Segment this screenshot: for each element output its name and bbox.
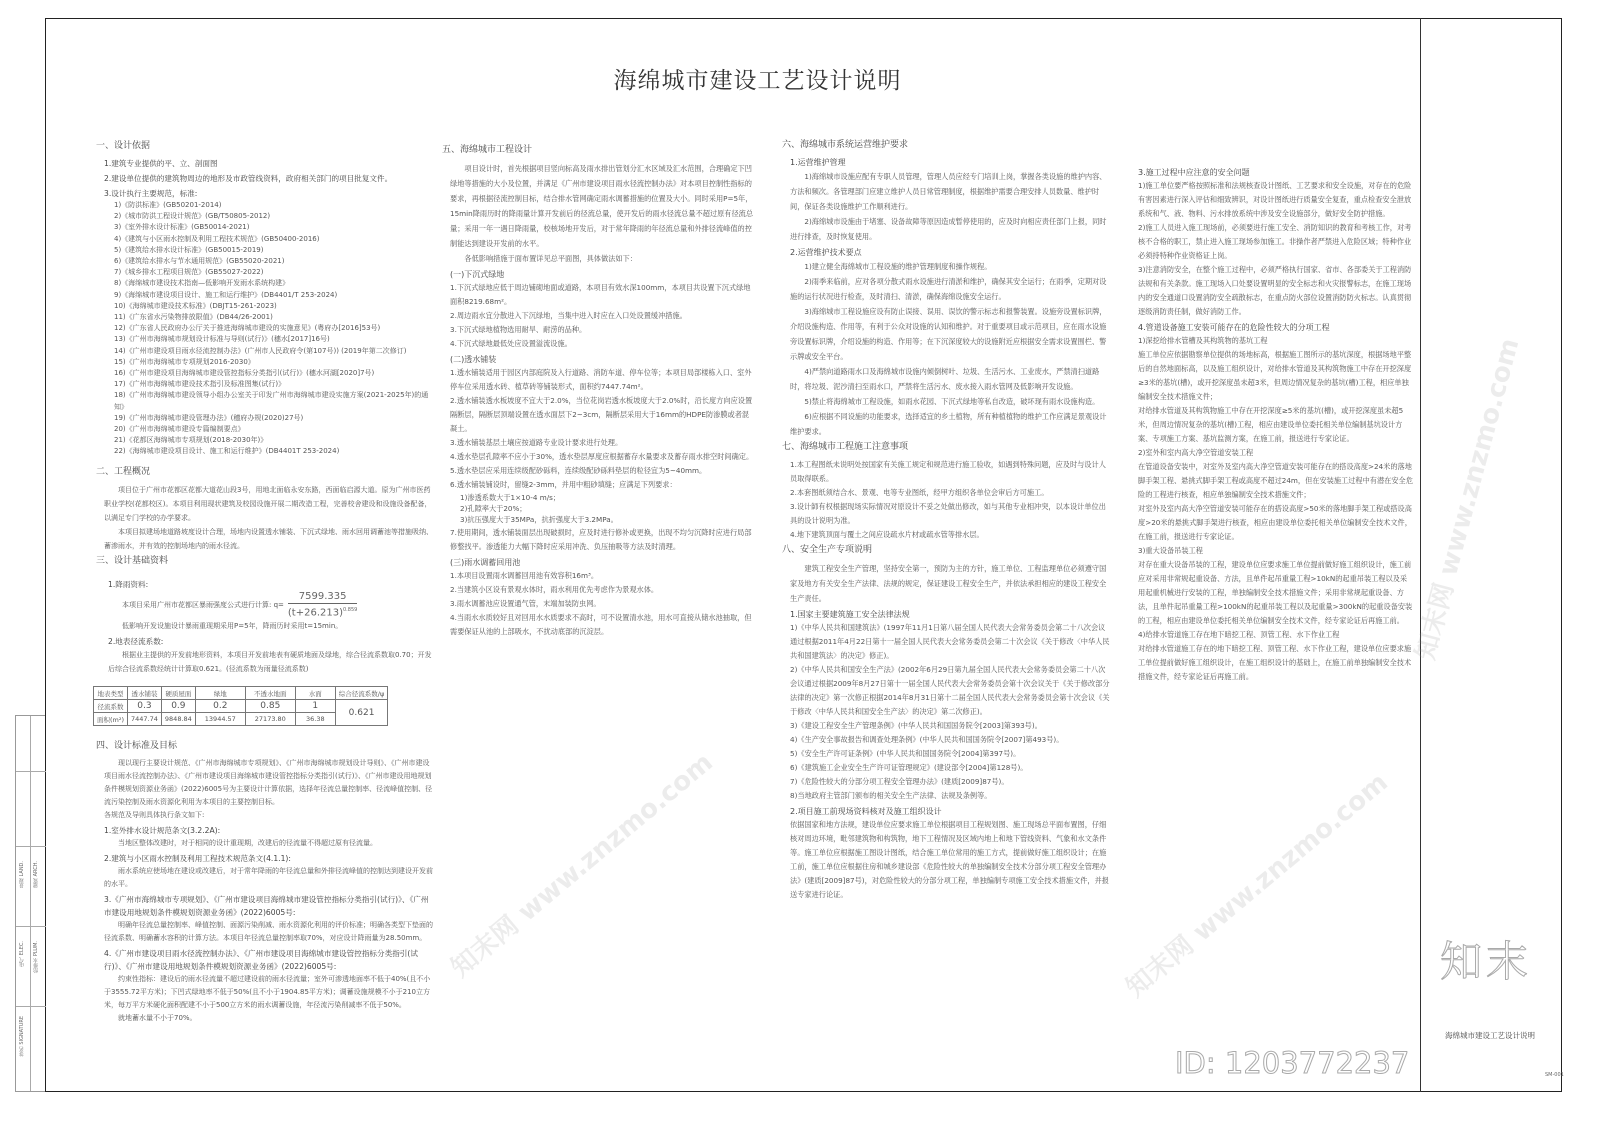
text: 对存在重大设备吊装的工程，建设单位应要求施工单位提前做好施工组织设计，施工前应对采用非常规起重设备、方法，且单件起吊重量工程>10kN的起重吊装工程以及采用起重机械进行安装的工程，单独编制安全技术措施文件；采用非常规起重设备、方法，且单件起吊重量工程>100kN的起重吊装工程以及起重量>300kN的起重设备安装的工程，相应由建设单位委托相关单位编制安全技术文件，经专家论证后再施工前。 (1138, 560, 1413, 625)
list-item (104, 234, 434, 245)
text: 2)施工人员进入施工现场前，必须要进行施工安全、消防知识的教育和考核工作，对考核不合格的职工，禁止进入施工现场参加施工。非操作者严禁进入危险区域；特种作业必须持特种作业资格证上岗。 (1138, 223, 1412, 260)
text: 2.项目施工前现场资料核对及施工组织设计 (790, 807, 942, 816)
text: 1.本工程图纸未说明处按国家有关施工规定和规范进行施工验收，如遇到特殊问题，应及时与设计人员取得联系。 (790, 460, 1106, 483)
text: 约束性指标：建设后的雨水径流量不超过建设前的雨水径流量；室外可渗透地面率不低于40%(且不小于3555.72平方米)；下凹式绿地率不低于50%(且不小于1904.85平方米)；调蓄设施规模不小于210立方米，每万平方米硬化面积配建不小于500立方米的雨水调蓄设施，年径流污染削减率不低于50%。 (104, 975, 431, 1009)
text: 雨水系统应使场地在建设或改建后，对于常年降雨的年径流总量和外排径流峰值的控制达到建设开发前的水平。 (104, 867, 433, 888)
paragraph (1138, 263, 1413, 319)
section-heading (442, 144, 755, 157)
text: 项目设计时，首先根据项目竖向标高及雨水排出管划分汇水区域及汇水范围，合理确定下凹绿地等措施的大小及位置，并满足《广州市建设项目雨水径流控制办法》对本项目控制性指标的要求，再根据径流控制目标，结合排水管网确定雨水调蓄措施的位置及大小。同时采用P=5年，15min降雨历时的降雨量计算开发前后的径流总量，使开发后的雨水径流总量不超过原有径流总量；采用一年一遇日降雨量，校核场地开发后，对于常年降雨的年径流总量和外排径流峰值的控制能达到建设开发前的水平。 (450, 164, 754, 248)
text: 10)《海绵城市建设技术标准》(DBJT15-261-2023) (114, 301, 277, 310)
paragraph (450, 281, 755, 309)
paragraph (450, 526, 755, 554)
paragraph (790, 214, 1110, 244)
paragraph (104, 1012, 434, 1025)
text: 依据国家和地方法规，建设单位应要求施工单位根据项目工程规划图、施工现场总平面布置图，仔细核对周边环境，毗邻建筑物和构筑物，地下工程情况及区域内地上和地下管线资料、气象和水文条件等。施工单位应根据施工图设计图纸，结合施工单位常用的施工方式，提前做好施工组织设计；在施工前，施工单位应根据住房和城乡建设部《危险性较大的单独编制安全技术分部分项工程安全管理办法》(建质[2009]87号)，对危险性较大的分部分项工程，单独编制专项施工安全技术措施文件，并报送专家进行论证。 (790, 820, 1109, 899)
text: 五、海绵城市工程设计 (442, 145, 533, 155)
strip-label: 电气 ELEC. (19, 941, 25, 967)
text: 本项目采用广州市花都区暴雨强度公式进行计算: q= (122, 600, 284, 609)
column-left (96, 138, 434, 1025)
list-item (104, 222, 434, 233)
section-design-basis (96, 140, 434, 458)
table-header: 透水铺装 (128, 687, 162, 700)
text: 各规范及导则具体执行条文如下: (104, 811, 205, 819)
paragraph (1138, 502, 1413, 544)
section-heading (96, 555, 434, 568)
strip-divider (16, 846, 46, 847)
paragraph (108, 648, 434, 676)
paragraph (104, 525, 434, 553)
text: 二、工程概况 (96, 466, 151, 477)
strip-divider (16, 771, 46, 772)
section-heading (96, 140, 434, 153)
text: 各低影响措施于面布置详见总平面图，具体做法如下： (464, 254, 637, 263)
text: 3)重大设备吊装工程 (1138, 546, 1203, 555)
paragraph (450, 161, 755, 251)
strip-divider (16, 926, 46, 927)
page-title: 海绵城市建设工艺设计说明 (613, 68, 902, 94)
text: 3)《室外排水设计标准》(GB50014-2021) (114, 223, 250, 232)
paragraph (450, 309, 755, 323)
text: 1.下沉式绿地应低于周边铺砌地面或道路，本项目有效水深100mm，本项目共设置下沉式绿地面积8219.68m²。 (450, 283, 751, 306)
paragraph (450, 464, 755, 478)
text: 2.地表径流系数: (108, 637, 164, 646)
text: 2.建筑与小区雨水控制及利用工程技术规范条文(4.1.1): (104, 854, 291, 863)
subheading (450, 268, 755, 281)
text: 2)《城市防洪工程设计规范》(GB/T50805-2012) (114, 212, 271, 221)
list-item (104, 357, 434, 368)
text: 1.降雨资料: (108, 579, 149, 589)
text: 1.国家主要建筑施工安全法律法规 (790, 610, 910, 619)
strip-label: 景观 LAND. (19, 861, 25, 889)
text: 4)《建筑与小区雨水控制及利用工程技术规范》(GB50400-2016) (114, 234, 320, 243)
section-maintenance-safety (782, 137, 1110, 902)
paragraph (790, 169, 1110, 214)
paragraph (790, 394, 1110, 409)
text: 5)《建筑给水排水设计标准》(GB50015-2019) (114, 245, 264, 254)
text: 低影响开发设施设计暴雨重现期采用P=5年，降雨历时采用t=15min。 (122, 622, 343, 630)
text: 4.下沉式绿地最低处应设置溢流设施。 (450, 339, 572, 348)
paragraph (1138, 460, 1413, 502)
paragraph (450, 337, 755, 351)
text: 2.建设单位提供的建筑物周边的地形及市政管线资料，政府相关部门的项目批复文件。 (104, 174, 393, 183)
text: 4)严禁向道路雨水口及海绵城市设施内倾倒树叶、垃圾、生活污水、工业废水，严禁清扫道路时，将垃圾、泥沙清扫至雨水口，严禁将生活污水、废水接入雨水管网及低影响开发设施。 (790, 367, 1100, 391)
paragraph (790, 500, 1110, 528)
text: 1.室外排水设计规范条文(3.2.2A): (104, 826, 221, 835)
text: 六、海绵城市系统运营维护要求 (782, 140, 909, 150)
text: 2.运营维护技术要点 (790, 248, 862, 257)
text: 5)《安全生产许可证条例》(中华人民共和国国务院令[2004]第397号)。 (790, 749, 1021, 758)
paragraph (790, 719, 1110, 733)
text: 7)《城乡排水工程项目规范》(GB55027-2022) (114, 268, 264, 277)
list-item (104, 323, 434, 334)
list-item (104, 334, 434, 345)
list-item (104, 256, 434, 267)
subheading (108, 578, 434, 591)
subheading (790, 246, 1110, 259)
section-overview (96, 466, 434, 568)
paragraph (1138, 544, 1413, 558)
paragraph (790, 621, 1110, 663)
text: 3.雨水调蓄池应设置通气管，末端加装防虫网。 (450, 598, 601, 608)
paragraph (790, 818, 1110, 902)
text: 4.地下建筑顶面与覆土之间应设疏水片材或疏水管等排水层。 (790, 530, 984, 539)
list-item (104, 368, 434, 379)
formula-exponent: 0.859 (343, 606, 358, 613)
paragraph (108, 591, 434, 619)
text: 四、设计标准及目标 (96, 741, 178, 751)
list-item (104, 278, 434, 289)
text: (三)雨水调蓄回用池 (450, 557, 521, 567)
id-watermark: ID: 1203772237 (1175, 1046, 1410, 1080)
text: 13)《广州市海绵城市规划设计标准与导则(试行)》(穗水[2017]16号) (114, 335, 330, 344)
table-cell: 0.9 (161, 700, 195, 713)
paragraph (450, 583, 755, 597)
text: 20)《广州市海绵城市建设专篇编制要点》 (114, 425, 245, 434)
table-cell: 7447.74 (128, 713, 162, 726)
text: 3.设计師有权根据现场实际情况对原设计不妥之处做出修改，如与其他专业相冲突，以本设计单位出具的设计说明为准。 (790, 502, 1106, 525)
title-block-divider (1420, 18, 1421, 1092)
list-item (104, 435, 434, 446)
subheading (104, 187, 434, 200)
table-header: 地表类型 (94, 687, 128, 700)
paragraph (104, 837, 434, 850)
text: 6.透水铺装铺设时，留缝2-3mm，并用中粗砂填缝；应满足下列要求： (450, 480, 677, 489)
rainfall-formula (288, 591, 357, 619)
paragraph (790, 458, 1110, 486)
text: 18)《广州市海绵城市建设领导小组办公室关于印发广州市海绵城市建设实施方案(2021-2025年)的通知》 (114, 391, 429, 411)
section-engineering (442, 142, 755, 639)
paragraph (1138, 642, 1413, 684)
formula-numerator: 7599.335 (288, 591, 357, 604)
text: 在管道设备安装中，对室外及室内高大净空管道安装可能存在的搭设高度>24米的落地脚手架工程、悬挑式脚手架工程或高度不超过24m，但在安装施工过程中有潜在安全危险的工程进行核查，相应单独编制安全技术措施文件； (1138, 462, 1413, 499)
text: 2)孔隙率大于20%； (460, 504, 527, 514)
paragraph (450, 597, 755, 611)
text: 1.运营维护管理 (790, 158, 846, 167)
section-construction-safety (1138, 164, 1413, 684)
subheading (1138, 166, 1413, 179)
paragraph (104, 865, 434, 891)
subheading (104, 852, 434, 865)
list-item (450, 492, 755, 503)
subheading (104, 893, 434, 919)
text: 2)雨季来临前，应对各项分散式雨水设施进行清淤和维护，确保其安全运行；在雨季，定期对设施的运行状况进行检查，及时清扫、清淤，确保海绵设施安全运行。 (790, 277, 1107, 301)
paragraph (1138, 348, 1413, 404)
row-label: 径流系数 (94, 700, 128, 713)
paragraph (104, 919, 434, 945)
text: 4.《广州市建设项目雨水径流控制办法》、《广州市建设项目海绵城市建设管控指标分类指引(试行)》、《广州市建设用地规划条件模规划资源业务函》(2022)6005号: (104, 949, 418, 971)
text: 6)《建筑施工企业安全生产许可证管理规定》(建设部令[2004]第128号)。 (790, 763, 1028, 772)
text: 对室外及室内高大净空管道安装可能存在的搭设高度>50米的落地脚手架工程或搭设高度>20米的悬挑式脚手架进行核查，相应由建设单位委托相关单位编制安全技术文件，在施工前，报送进行专家论证。 (1138, 504, 1412, 541)
paragraph (450, 323, 755, 337)
text: (二)透水铺装 (450, 355, 497, 364)
subheading (104, 824, 434, 837)
paragraph (790, 733, 1110, 747)
text: 当地区整体改建时，对于相同的设计重现期，改建后的径流量不得超过原有径流量。 (118, 839, 377, 847)
list-item (104, 413, 434, 424)
paragraph (450, 450, 755, 464)
paragraph (790, 663, 1110, 719)
table-cell: 0.85 (245, 700, 295, 713)
subheading (790, 608, 1110, 621)
text: 5)禁止将海绵城市工程设施，如雨水花园、下沉式绿地等私自改造，破坏现有雨水设施构造。 (804, 397, 1100, 406)
text: 5.透水垫层应采用连续级配砂砾料，连续级配砂砾料垫层的粒径宜为5~40mm。 (450, 466, 707, 475)
paragraph (1138, 221, 1413, 263)
text: 8)《海绵城市建设技术指南—低影响开发雨水系统构建》 (114, 279, 290, 288)
paragraph (790, 486, 1110, 500)
text: 4.管道设备施工安装可能存在的危险性较大的分项工程 (1138, 323, 1330, 332)
section-standards (96, 740, 434, 1025)
text: 3.设计执行主要规范，标准: (104, 189, 198, 198)
text: 21)《花都区海绵城市专项规划(2018-2030年)》 (114, 436, 268, 445)
title-block-drawing-name: 海绵城市建设工艺设计说明 (1445, 1031, 1535, 1040)
text: 3.《广州市海绵城市专项规划》、《广州市建设项目海绵城市建设管控指标分类指引(试行)》、《广州市建设用地规划条件模规划资源业务函》(2022)6005号: (104, 895, 429, 917)
list-item (104, 390, 434, 412)
text: 1)《防洪标准》(GB50201-2014) (114, 201, 222, 209)
text: 1.建筑专业提供的平、立、剖面图 (104, 159, 218, 168)
text: 3.施工过程中应注意的安全问题 (1138, 168, 1250, 177)
paragraph (790, 409, 1110, 439)
watermark: 知末网 www.znzmo.com (1120, 767, 1394, 1004)
list-item (104, 290, 434, 301)
text: 3)《建设工程安全生产管理条例》(中华人民共和国国务院令[2003]第393号)。 (790, 721, 1042, 730)
strip-divider (30, 716, 31, 1091)
text: 对给排水管道及其构筑物施工中存在开挖深度≥5米的基坑(槽)，或开挖深度虽未超5米，但周边情况复杂的基坑(槽)工程，相应由建设单位委托相关单位编制基坑设计方案、专项施工方案、基坑监测方案，在施工前，报送进行专家论证。 (1138, 406, 1404, 443)
text: 对给排水管道施工存在的地下暗挖工程、顶管工程、水下作业工程，建设单位应要求施工单位提前做好施工组织设计，在施工组织设计的基础上，在施工前单独编制安全技术措施文件，经专家论证后再施工前。 (1138, 644, 1412, 681)
subheading (104, 172, 434, 185)
watermark: 知末网 www.znzmo.com (445, 747, 719, 984)
text: 一、设计依据 (96, 141, 151, 151)
table-header: 综合径流系数/ψ (335, 687, 387, 700)
section-heading (96, 466, 434, 479)
text: 八、安全生产专项说明 (782, 545, 873, 555)
text: 明确年径流总量控制率、峰值控制、面源污染削减、雨水资源化利用的评价标准；明确各类型下垫面的径流系数、明确蓄水容积的计算方法。本项目年径流总量控制率取70%，对应设计降雨量为28.50mm。 (104, 921, 433, 942)
text: 1)施工单位要严格按照标准和法规核查设计图纸、工艺要求和安全设施，对存在的危险有害因素进行深入评估和细致辨识，对设计图纸进行质量安全复查，重点检查安全泄放系统和气、液、物料、污水排放系统中涉及安全设施部分，做好安全防护措施。 (1138, 181, 1412, 218)
subheading (104, 947, 434, 973)
znzmo-logo: 知末 (1440, 937, 1533, 986)
paragraph (450, 611, 755, 639)
text: 项目位于广州市花都区花都大道花山段3号，用地北面临永安东路，西面临启源大道。原为广州市医药职业学校(花都校区)。本项目利用现状建筑及校园设施开展二期改造工程，完善校舍建设和设施设备配备，以满足专门学校的办学要求。 (104, 485, 432, 522)
section-heading (782, 139, 1110, 152)
paragraph (790, 274, 1110, 304)
text: 1)深挖给排水管槽及其构筑物的基坑工程 (1138, 336, 1268, 345)
paragraph (790, 561, 1110, 606)
text: 7.使用期间，透水铺装面层出现破损时，应及时进行修补或更换，出现不均匀沉降时应进行局部修整找平。渗透能力大幅下降时应采用冲洗、负压抽吸等方法及时清理。 (450, 527, 752, 551)
list-item (104, 245, 434, 256)
text: 12)《广东省人民政府办公厅关于推进海绵城市建设的实施意见》(粤府办[2016]53号) (114, 324, 381, 333)
text: 4.透水垫层孔隙率不应小于30%，透水垫层厚度应根据蓄存水量要求及蓄存雨水排空时间确定。 (450, 452, 754, 461)
text: 6)《建筑给水排水与节水通用规范》(GB55020-2021) (114, 257, 285, 266)
text: 施工单位应依据勘察单位提供的场地标高，根据施工图所示的基坑深度，根据场地平整后的自然地面标高，以及施工组织设计，对给排水管道及其构筑物施工中存在开挖深度≥3米的基坑(槽)，或开挖深度虽未超3米，但周边情况复杂的基坑(槽)工程，相应单独编制安全技术措施文件； (1138, 350, 1412, 401)
paragraph (790, 304, 1110, 364)
text: 3)抗压强度大于35MPa，抗折强度大于3.2MPa。 (460, 515, 618, 525)
text: 1)建立健全海绵城市工程设施的维护管理制度和操作规程。 (804, 262, 992, 271)
section-rainfall (104, 578, 434, 676)
paragraph (1138, 179, 1413, 221)
subheading (790, 156, 1110, 169)
paragraph (790, 775, 1110, 789)
text: 2.本套图纸须结合水、景观、电等专业图纸，经甲方组织各单位会审后方可施工。 (790, 488, 1049, 497)
subheading (104, 157, 434, 170)
text: 16)《广州市建设项目海绵城市建设管控指标分类指引(试行)》(穗水河湖[2020]7号) (114, 369, 375, 378)
formula-denominator: (t+26.213) (287, 607, 343, 618)
paragraph (104, 809, 434, 822)
section-heading (782, 544, 1110, 557)
section-heading (96, 740, 434, 753)
table-header: 不透水地面 (245, 687, 295, 700)
strip-label: 给排水 PLUM. (33, 941, 39, 973)
subheading (1138, 321, 1413, 334)
table-cell: 1 (295, 700, 335, 713)
text: 2)海绵城市设施由于堵塞、设备故障等原因造成暂停使用的，应及时向相应责任部门上报，同时进行排查，及时恢复使用。 (790, 217, 1107, 241)
text: 1)《中华人民共和国建筑法》(1997年11月1日第八届全国人民代表大会常务委员会第二十八次会议通过根据2011年4月22日第十一届全国人民代表大会常务委员会第二十次会议《关于修改〈中华人民共和国建筑法〉的决定》修正)。 (790, 623, 1110, 660)
text: 4.当雨水水质较好且对回用水水质要求不高时，可不设置清水池，用水可直接从储水池抽取，但需要保证从池的上部吸水，不扰动底部的沉淀层。 (450, 612, 752, 636)
text: 现以现行主要设计规范、《广州市海绵城市专项规划》、《广州市海绵城市规划设计导则》、《广州市建设项目雨水径流控制办法》、《广州市建设项目海绵城市建设管控指标分类指引(试行)》、《广州市建设用地规划条件模规划资源业务函》(2022)6005号为主要设计计算依据，选择年径流总量控制率、径流峰值控制、径流污染控制及雨水资源化利用为本项目的主要控制目标。 (104, 759, 433, 806)
text: 22)《海绵城市建设项目设计、施工和运行维护》(DB4401T 253-2024) (114, 447, 340, 456)
paragraph (450, 251, 755, 266)
text: 7)《危险性较大的分部分项工程安全管理办法》(建质[2009]87号)。 (790, 777, 1009, 786)
text: 2)室外和室内高大净空管道安装工程 (1138, 448, 1254, 457)
table-header: 水面 (295, 687, 335, 700)
text: 3.透水铺装基层土壤应按道路专业设计要求进行处理。 (450, 438, 623, 447)
text: 3.下沉式绿地植物选用耐旱、耐涝的品种。 (450, 325, 587, 334)
subheading (790, 805, 1110, 818)
combined-coefficient: 0.621 (335, 700, 387, 726)
text: 1.透水铺装适用于园区内部庭院及入行道路、消防车道、停车位等；本项目局部楼栋入口、室外停车位采用透水砖、植草砖等铺装形式，面积约7447.74m²。 (450, 368, 752, 391)
subheading (108, 635, 434, 648)
text: 9)《海绵城市建设项目设计、施工和运行维护》(DB4401/T 253-2024) (114, 290, 338, 299)
table-cell: 13944.57 (195, 713, 245, 726)
paragraph (790, 364, 1110, 394)
text: 1.本项目设置雨水调蓄回用池有效容积16m³。 (450, 570, 599, 580)
watermark: 知末网 www.znzmo.com (1410, 335, 1526, 664)
text: 4)《生产安全事故报告和调查处理条例》(中华人民共和国国务院令[2007]第493号)。 (790, 735, 1064, 744)
text: 6)应根据不同设施的功能要求，选择适宜的乡土植物，所有种植植物的维护工作应满足景观设计维护要求。 (790, 412, 1107, 436)
text: 17)《广州市海绵城市建设技术指引及标准图集(试行)》 (114, 380, 286, 389)
paragraph (790, 789, 1110, 803)
text: 根据业主提供的开发前地形资料，本项目开发前地表有硬质地面及绿地，综合径流系数取0.70；开发后综合径流系数经统计计算取0.621。(径流系数为雨量径流系数) (108, 651, 432, 673)
list-item (104, 312, 434, 323)
text: 本项目拟建场地道路坡度设计合理，场地内设置透水铺装、下沉式绿地、雨水回用调蓄池等措施吸纳、蓄渗雨水，并有效的控制场地内的雨水径流。 (104, 527, 433, 550)
paragraph (1138, 446, 1413, 460)
text: 三、设计基础资料 (96, 555, 169, 566)
text: 3)海绵城市工程设施应设有防止误接、误用、误饮的警示标志和报警装置。设施旁设置标识牌，介绍设施构造、作用等，有利于公众对设施的认知和维护。对于重要项目或示范项目，应在雨水设施旁设置标识牌，介绍设施的构造、作用等；在下沉深度较大的设施附近应根据安全需求设置围栏、警示牌或安全平台。 (790, 307, 1107, 361)
paragraph (1138, 558, 1413, 628)
strip-label: 签名 SIGNATURE (19, 1016, 25, 1057)
text: 4)给排水管道施工存在地下暗挖工程、顶管工程、水下作业工程 (1138, 630, 1340, 639)
subheading (450, 353, 755, 366)
paragraph (790, 259, 1110, 274)
paragraph (104, 973, 434, 1012)
text: 就地蓄水量不小于70%。 (118, 1014, 197, 1022)
paragraph (450, 366, 755, 394)
strip-divider (16, 1006, 46, 1007)
table-header-row (94, 687, 388, 700)
paragraph (450, 436, 755, 450)
text: 1)海绵城市设施应配有专职人员管理，管理人员应经专门培训上岗，掌握各类设施的维护内容、方法和频次。各管理部门应建立维护人员日常管理制度，根据维护需要合理安排人员数量、维护时间，保证各类设施维护工作顺利进行。 (790, 172, 1107, 211)
list-item (104, 267, 434, 278)
paragraph (450, 478, 755, 492)
section-heading (782, 441, 1110, 454)
list-item (104, 379, 434, 390)
list-item (104, 301, 434, 312)
table-cell: 27173.80 (245, 713, 295, 726)
text: 七、海绵城市工程施工注意事项 (782, 442, 909, 452)
table-header: 硬质屋面 (161, 687, 195, 700)
table-row (94, 700, 388, 713)
table-cell: 9848.84 (161, 713, 195, 726)
text: 2.当建筑小区设有景观水体时，雨水利用优先考虑作为景观水体。 (450, 584, 659, 594)
table-header: 绿地 (195, 687, 245, 700)
text: 1)渗透系数大于1×10-4 m/s； (460, 493, 561, 502)
text: 建筑工程安全生产管理，坚持安全第一，预防为主的方针，施工单位、工程监理单位必须遵守国家及地方有关安全生产法律、法规的规定，保证建设工程安全生产，并依法承担相应的建设工程安全生产责任。 (790, 564, 1107, 603)
text: 15)《广州市海绵城市专项规划2016-2030》 (114, 357, 255, 366)
signature-strip (15, 715, 45, 1092)
row-label: 面积(m²) (94, 713, 128, 726)
list-item (104, 200, 434, 211)
table-cell: 0.3 (128, 700, 162, 713)
strip-label: 建筑 ARCH. (33, 861, 39, 888)
text: (一)下沉式绿地 (450, 270, 505, 279)
list-item (104, 446, 434, 457)
table-cell: 36.38 (295, 713, 335, 726)
text: 3)注意消防安全，在整个施工过程中，必须严格执行国家、省市、各部委关于工程消防法规和有关条款。施工现场入口处要设置明显的安全标志和火灾报警标志，在施工现场内的安全通道口设置消防安全疏散标志，在重点防火部位设置消防防火标志。认真贯彻逐级消防责任制，做好消防工作。 (1138, 265, 1412, 316)
text: 8)当地政府主管部门颁布的相关安全生产法律、法规及条例等。 (790, 791, 992, 800)
text: 2)《中华人民共和国安全生产法》(2002年6月29日第九届全国人民代表大会常务委员会第二十八次会议通过根据2009年8月27日第十一届全国人民代表大会常务委员会第十次会议关于《关于修改部分法律的决定》第一次修正根据2014年8月31日第十二届全国人民代表大会常务委员会第十次会议《关于修改〈中华人民共和国安全生产法〉的决定》第二次修正)。 (790, 665, 1110, 716)
text: 2.透水铺装透水板坡度不宜大于2.0%，当位花岗岩透水板坡度大于2.0%时，沿长度方向应设置隔断层，隔断层顶端设置在透水面层下2~3cm，隔断层采用大于16mm的HDPE防渗膜或者混凝土。 (450, 396, 753, 433)
table-cell: 0.2 (195, 700, 245, 713)
paragraph (790, 761, 1110, 775)
runoff-coefficient-table (93, 686, 388, 726)
paragraph (790, 747, 1110, 761)
paragraph (450, 394, 755, 436)
paragraph (790, 528, 1110, 542)
paragraph (1138, 404, 1413, 446)
text: 14)《广州市建设项目雨水径流控制办法》(广州市人民政府令(第107号)) (2019年第二次修订) (114, 346, 407, 355)
title-block-drawing-number: SM-001 (1545, 1072, 1564, 1078)
paragraph (108, 619, 434, 633)
list-item (104, 211, 434, 222)
list-item (104, 346, 434, 357)
text: 19)《广州市海绵城市建设管理办法》(穗府办规(2020)27号) (114, 413, 304, 422)
list-item (450, 514, 755, 525)
paragraph (104, 757, 434, 809)
list-item (104, 424, 434, 435)
text: 2.周边雨水宜分散进入下沉绿地，当集中进入时应在入口处设置缓冲措施。 (450, 311, 687, 320)
subheading (450, 556, 755, 569)
paragraph (1138, 334, 1413, 348)
text: 11)《广东省水污染物排放限值》(DB44/26-2001) (114, 313, 273, 322)
paragraph (450, 569, 755, 583)
paragraph (1138, 628, 1413, 642)
paragraph (104, 483, 434, 525)
list-item (450, 503, 755, 514)
